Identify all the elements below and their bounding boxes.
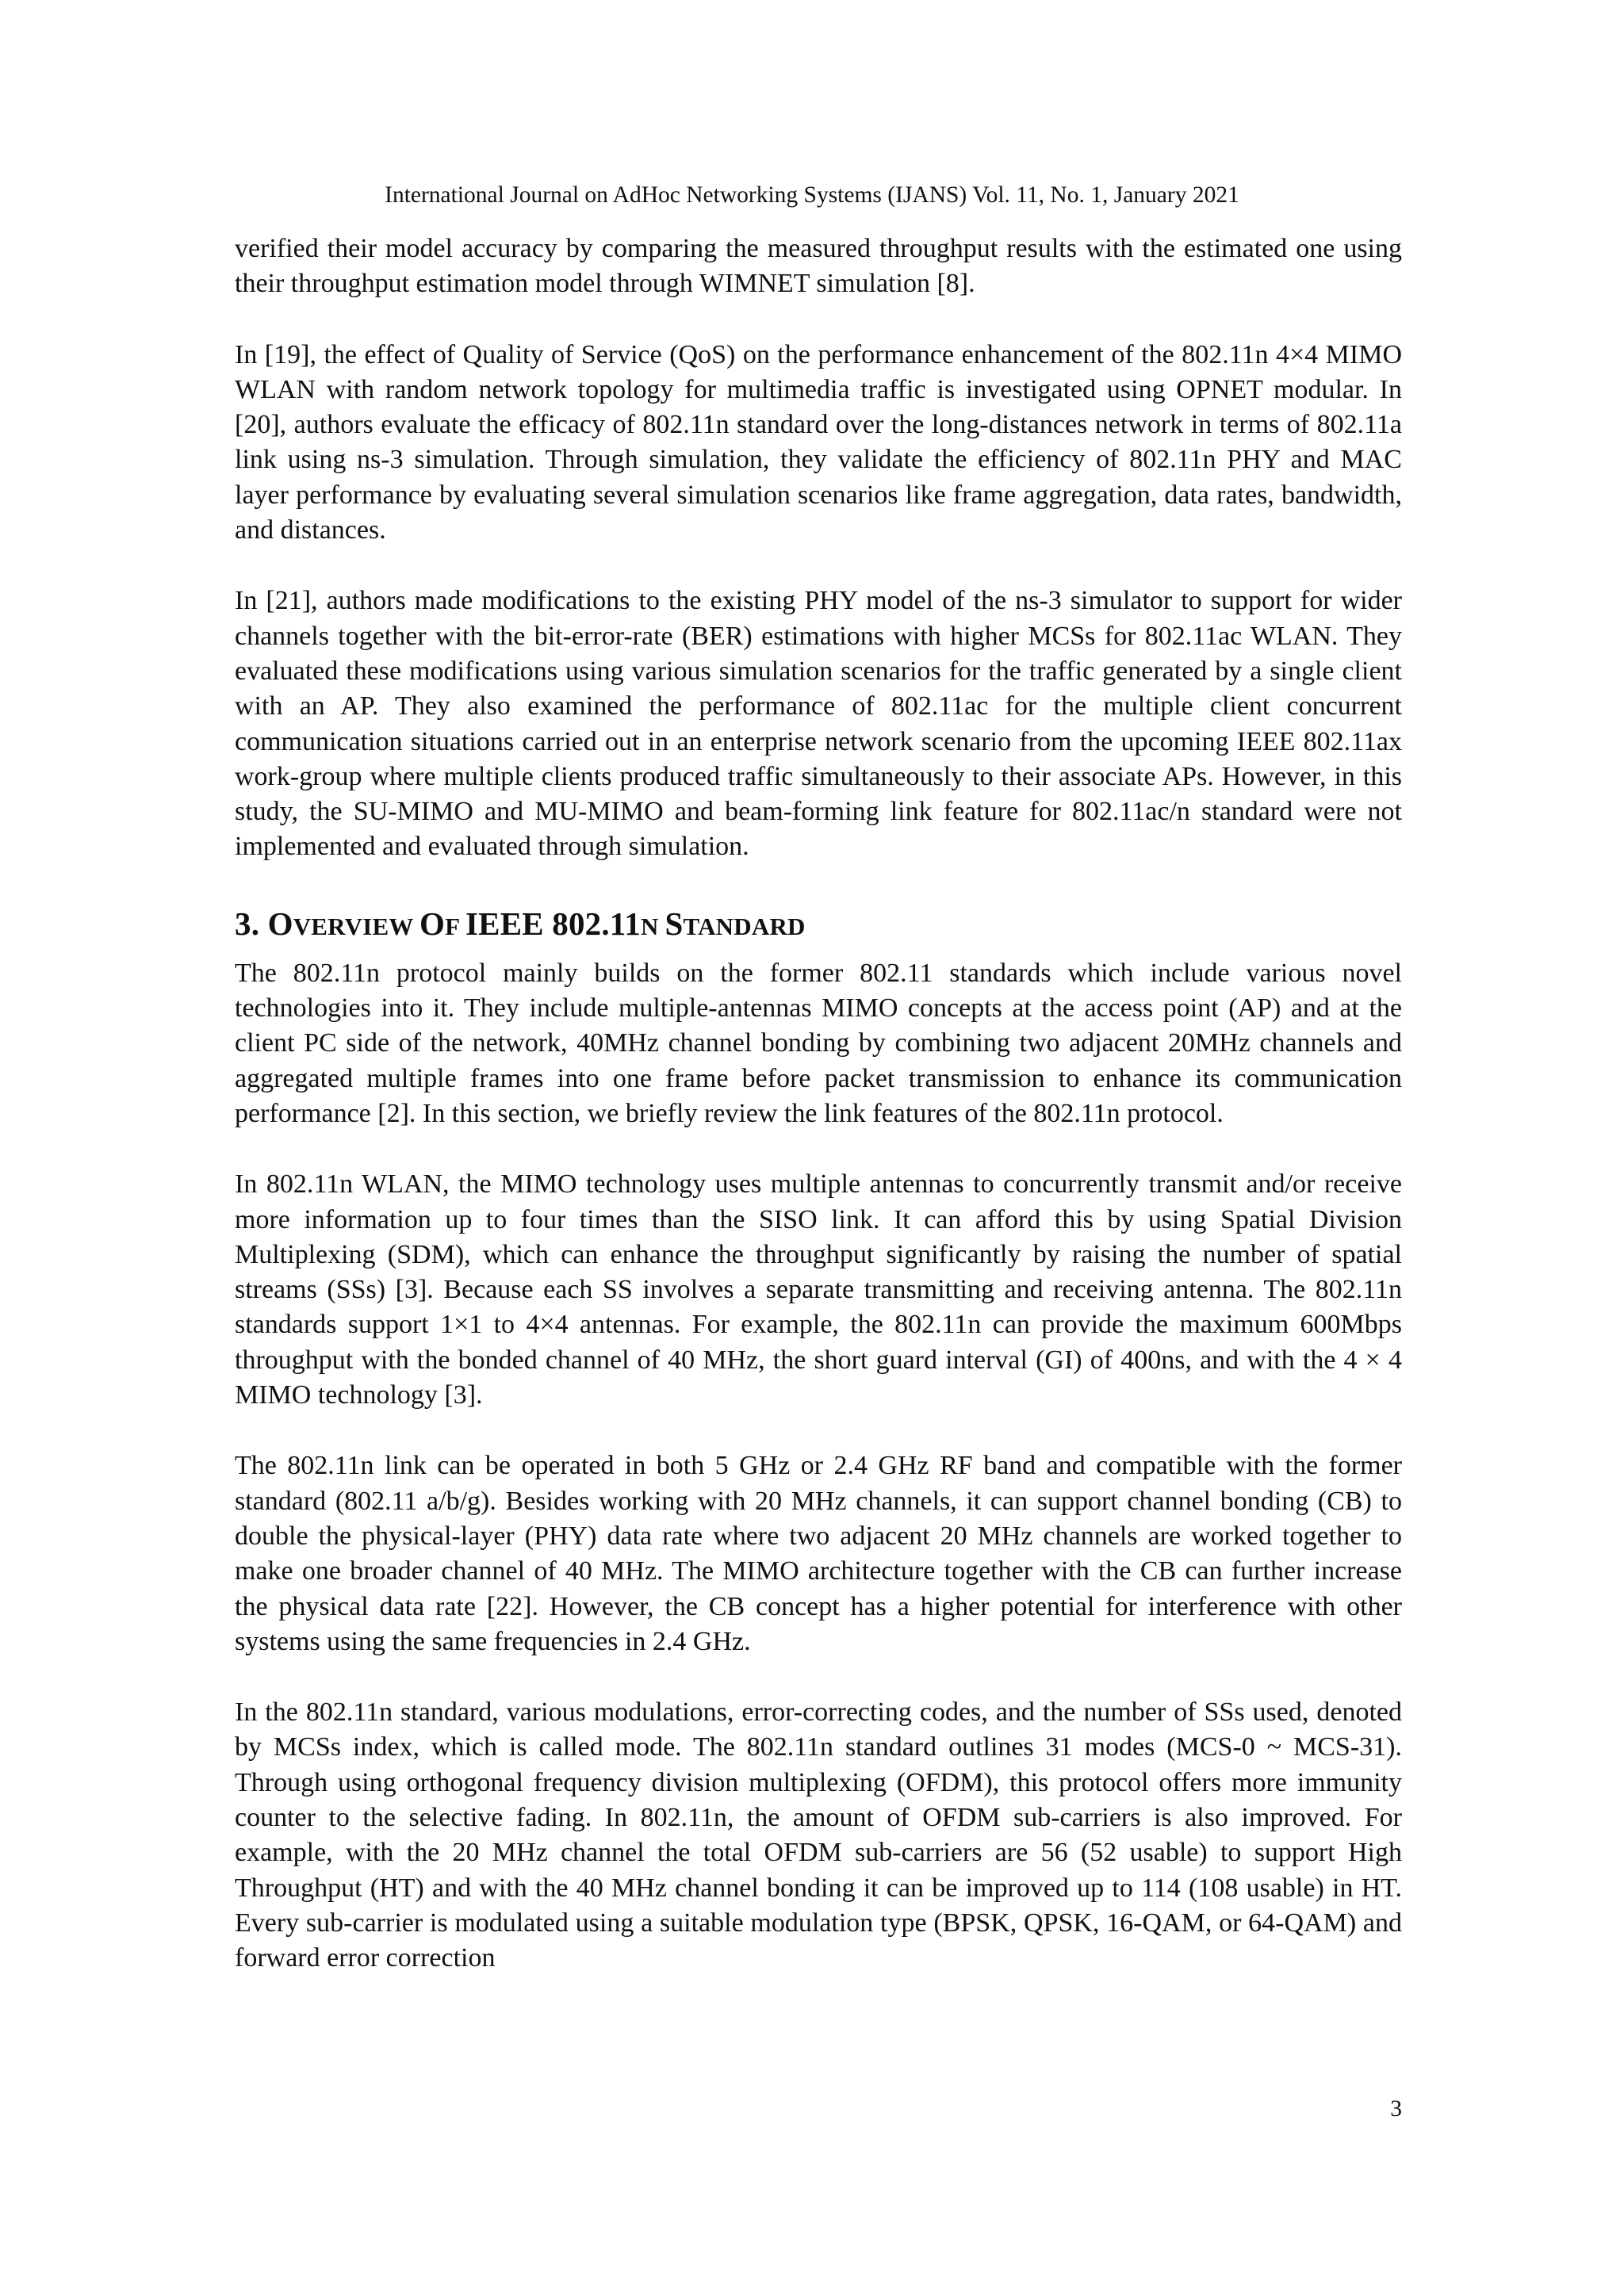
page-number: 3 xyxy=(1390,2096,1402,2122)
section-number: 3. xyxy=(235,905,268,942)
section-title-part: F xyxy=(445,912,466,940)
paragraph-4: The 802.11n protocol mainly builds on the former 802.11 standards which include various novel technologies into it. They include multiple-antennas MIMO concepts at the access point (AP) and at the client PC side of the network, 40MHz channel bonding by combining two adjacent 20MHz channels and aggregated multiple frames into one frame before packet transmission to enhance its communication performance [2]. In this section, we briefly review the link features of the 802.11n protocol. xyxy=(235,958,1402,1128)
paragraph-5: In 802.11n WLAN, the MIMO technology uses multiple antennas to concurrently transmit and/or receive more information up to four times than the SISO link. It can afford this by using Spatial Division Multiplexing (SDM), which can enhance the throughput significantly by raising the number of spatial streams (SSs) [3]. Because each SS involves a separate transmitting and receiving antenna. The 802.11n standards support 1×1 to 4×4 antennas. For example, the 802.11n can provide the maximum 600Mbps throughput with the bonded channel of 40 MHz, the short guard interval (GI) of 400ns, and with the 4 × 4 MIMO technology [3]. xyxy=(235,1169,1402,1410)
section-title-part: O xyxy=(267,905,293,942)
section-heading xyxy=(235,902,1402,948)
paragraph-2: In [19], the effect of Quality of Service (QoS) on the performance enhancement of the 802.11n 4×4 MIMO WLAN with random network topology for multimedia traffic is investigated using OPNET modular. In [20], authors evaluate the efficacy of 802.11n standard over the long-distances network in terms of 802.11a link using ns-3 simulation. Through simulation, they validate the efficiency of 802.11n PHY and MAC layer performance by evaluating several simulation scenarios like frame aggregation, data rates, bandwidth, and distances. xyxy=(235,339,1402,545)
running-header: International Journal on AdHoc Networking Systems (IJANS) Vol. 11, No. 1, January 2021 xyxy=(385,182,1239,208)
section-title-part: IEEE 802.11 xyxy=(465,905,641,942)
paragraph-7: In the 802.11n standard, various modulations, error-correcting codes, and the number of SSs used, denoted by MCSs index, which is called mode. The 802.11n standard outlines 31 modes (MCS-0 ~ MCS-31). Through using orthogonal frequency division multiplexing (OFDM), this protocol offers more immunity counter to the selective fading. In 802.11n, the amount of OFDM sub-carriers is also improved. For example, with the 20 MHz channel the total OFDM sub-carriers are 56 (52 usable) to support High Throughput (HT) and with the 40 MHz channel bonding it can be improved up to 114 (108 usable) in HT. Every sub-carrier is modulated using a suitable modulation type (BPSK, QPSK, 16-QAM, or 64-QAM) and forward error correction xyxy=(235,1697,1402,1973)
section-title-part: VERVIEW xyxy=(293,912,419,940)
section-title-part: N xyxy=(640,912,665,940)
paragraph-1: verified their model accuracy by comparing the measured throughput results with the estimated one using their throughput estimation model through WIMNET simulation [8]. xyxy=(235,234,1402,299)
page-body xyxy=(235,232,1402,1976)
paragraph-3: In [21], authors made modifications to the existing PHY model of the ns-3 simulator to support for wider channels together with the bit-error-rate (BER) estimations with higher MCSs for 802.11ac WLAN. They evaluated these modifications using various simulation scenarios for the traffic generated by a single client with an AP. They also examined the performance of 802.11ac for the multiple client concurrent communication situations carried out in an enterprise network scenario from the upcoming IEEE 802.11ax work-group where multiple clients produced traffic simultaneously to their associate APs. However, in this study, the SU-MIMO and MU-MIMO and beam-forming link feature for 802.11ac/n standard were not implemented and evaluated through simulation. xyxy=(235,586,1402,862)
section-title-part: TANDARD xyxy=(683,912,806,940)
section-title-part: S xyxy=(665,905,684,942)
paragraph-6: The 802.11n link can be operated in both 5 GHz or 2.4 GHz RF band and compatible with the former standard (802.11 a/b/g). Besides working with 20 MHz channels, it can support channel bonding (CB) to double the physical-layer (PHY) data rate where two adjacent 20 MHz channels are worked together to make one broader channel of 40 MHz. The MIMO architecture together with the CB can further increase the physical data rate [22]. However, the CB concept has a higher potential for interference with other systems using the same frequencies in 2.4 GHz. xyxy=(235,1451,1402,1656)
section-title-part: O xyxy=(419,905,446,942)
